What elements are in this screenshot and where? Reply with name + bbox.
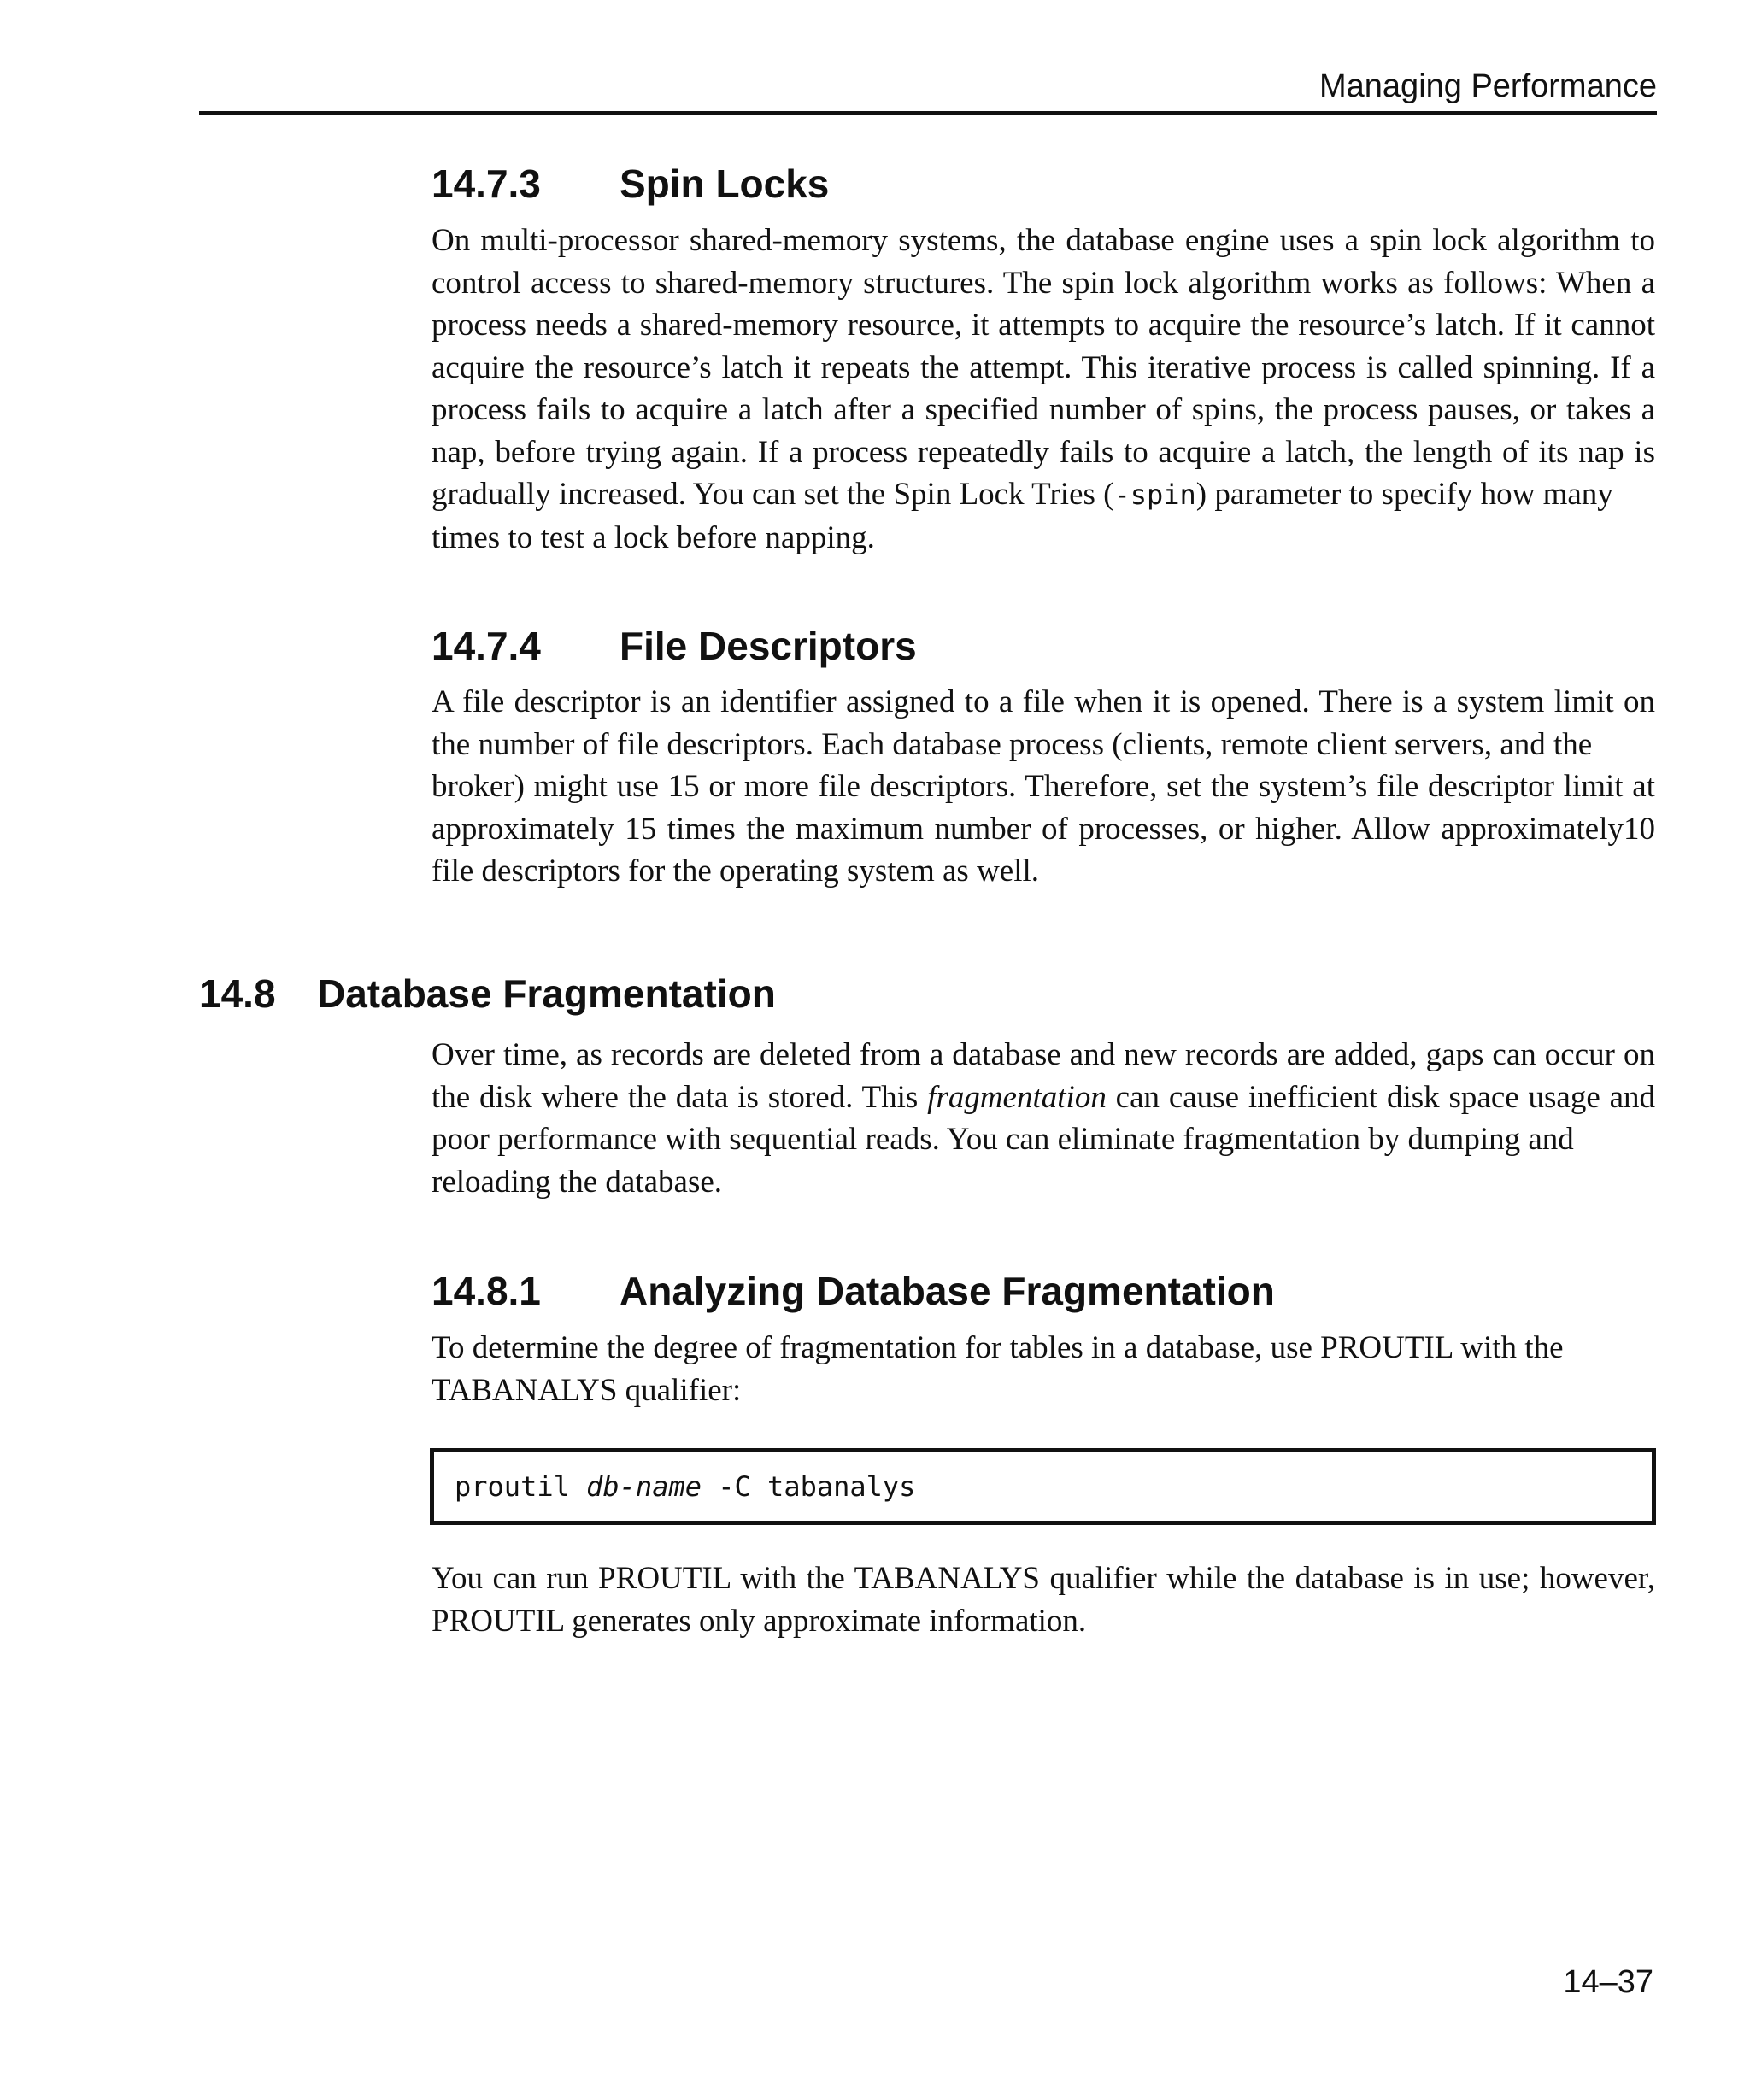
analyzing-note-paragraph: [432, 1557, 1655, 1642]
text-line: times to test a lock before napping.: [432, 519, 875, 555]
analyzing-intro-paragraph: [432, 1327, 1655, 1411]
section-heading-14-7-4: [432, 622, 917, 670]
code-argument: db-name: [586, 1470, 702, 1503]
emphasis-fragmentation: fragmentation: [927, 1079, 1107, 1115]
fragmentation-paragraph: [432, 1034, 1655, 1203]
section-title: File Descriptors: [620, 624, 917, 668]
text-line: the number of file descriptors. Each database process (clients, remote client servers, and the: [432, 726, 1593, 762]
text-line: A file descriptor is an identifier assigned to a file when it is opened. There is a system limit on: [432, 684, 1655, 719]
running-header: Managing Performance: [1319, 68, 1657, 104]
section-heading-14-7-3: [432, 160, 829, 208]
text-line: You can run PROUTIL with the TABANALYS qualifier while the database is in use; however,: [432, 1561, 1655, 1596]
text-run: ) parameter to specify how many: [1195, 477, 1613, 512]
text-line: TABANALYS qualifier:: [432, 1372, 742, 1408]
section-heading-14-8: [199, 970, 776, 1018]
code-command: proutil: [455, 1470, 587, 1503]
text-line: reloading the database.: [432, 1164, 723, 1200]
section-heading-14-8-1: [432, 1267, 1275, 1315]
text-line: broker) might use 15 or more file descriptors. Therefore, set the system’s file descriptor limit at: [432, 769, 1655, 804]
spin-parameter-code: -spin: [1113, 478, 1196, 511]
section-title: Database Fragmentation: [317, 971, 776, 1016]
text-line: process needs a shared-memory resource, it attempts to acquire the resource’s latch. If it cannot: [432, 308, 1655, 343]
text-line: On multi-processor shared-memory systems, the database engine uses a spin lock algorithm to: [432, 223, 1655, 258]
code-options: -C tabanalys: [701, 1470, 916, 1503]
text-run: can cause inefficient disk space usage and: [1106, 1079, 1655, 1115]
page-number: 14–37: [1563, 1964, 1653, 2000]
text-line: acquire the resource’s latch it repeats the attempt. This iterative process is called spinning. If a: [432, 349, 1655, 385]
section-title: Analyzing Database Fragmentation: [620, 1269, 1275, 1313]
text-line: nap, before trying again. If a process repeatedly fails to acquire a latch, the length of its nap is: [432, 434, 1655, 470]
section-number: 14.8: [199, 971, 276, 1016]
text-run: gradually increased. You can set the Spin Lock Tries (: [432, 477, 1114, 512]
code-example-box: [430, 1448, 1656, 1525]
header-rule: [199, 111, 1657, 115]
text-line: [432, 1076, 1655, 1119]
text-line: approximately 15 times the maximum number of processes, or higher. Allow approximately10: [432, 811, 1655, 847]
text-line: control access to shared-memory structures. The spin lock algorithm works as follows: When a: [432, 265, 1655, 301]
section-number: 14.7.3: [432, 161, 541, 206]
text-line: file descriptors for the operating system as well.: [432, 853, 1040, 889]
text-line: PROUTIL generates only approximate information.: [432, 1603, 1087, 1639]
section-number: 14.7.4: [432, 624, 541, 668]
file-descriptors-paragraph: [432, 681, 1655, 893]
text-line: Over time, as records are deleted from a database and new records are added, gaps can occur on: [432, 1037, 1655, 1072]
code-line: [455, 1469, 915, 1504]
section-number: 14.8.1: [432, 1269, 541, 1313]
text-line: process fails to acquire a latch after a specified number of spins, the process pauses, or takes a: [432, 392, 1655, 427]
spin-locks-paragraph: [432, 220, 1655, 559]
text-line: poor performance with sequential reads. You can eliminate fragmentation by dumping and: [432, 1122, 1574, 1157]
text-line: To determine the degree of fragmentation for tables in a database, use PROUTIL with the: [432, 1330, 1564, 1365]
text-line: [432, 473, 1655, 517]
section-title: Spin Locks: [620, 161, 830, 206]
text-run: the disk where the data is stored. This: [432, 1079, 928, 1115]
